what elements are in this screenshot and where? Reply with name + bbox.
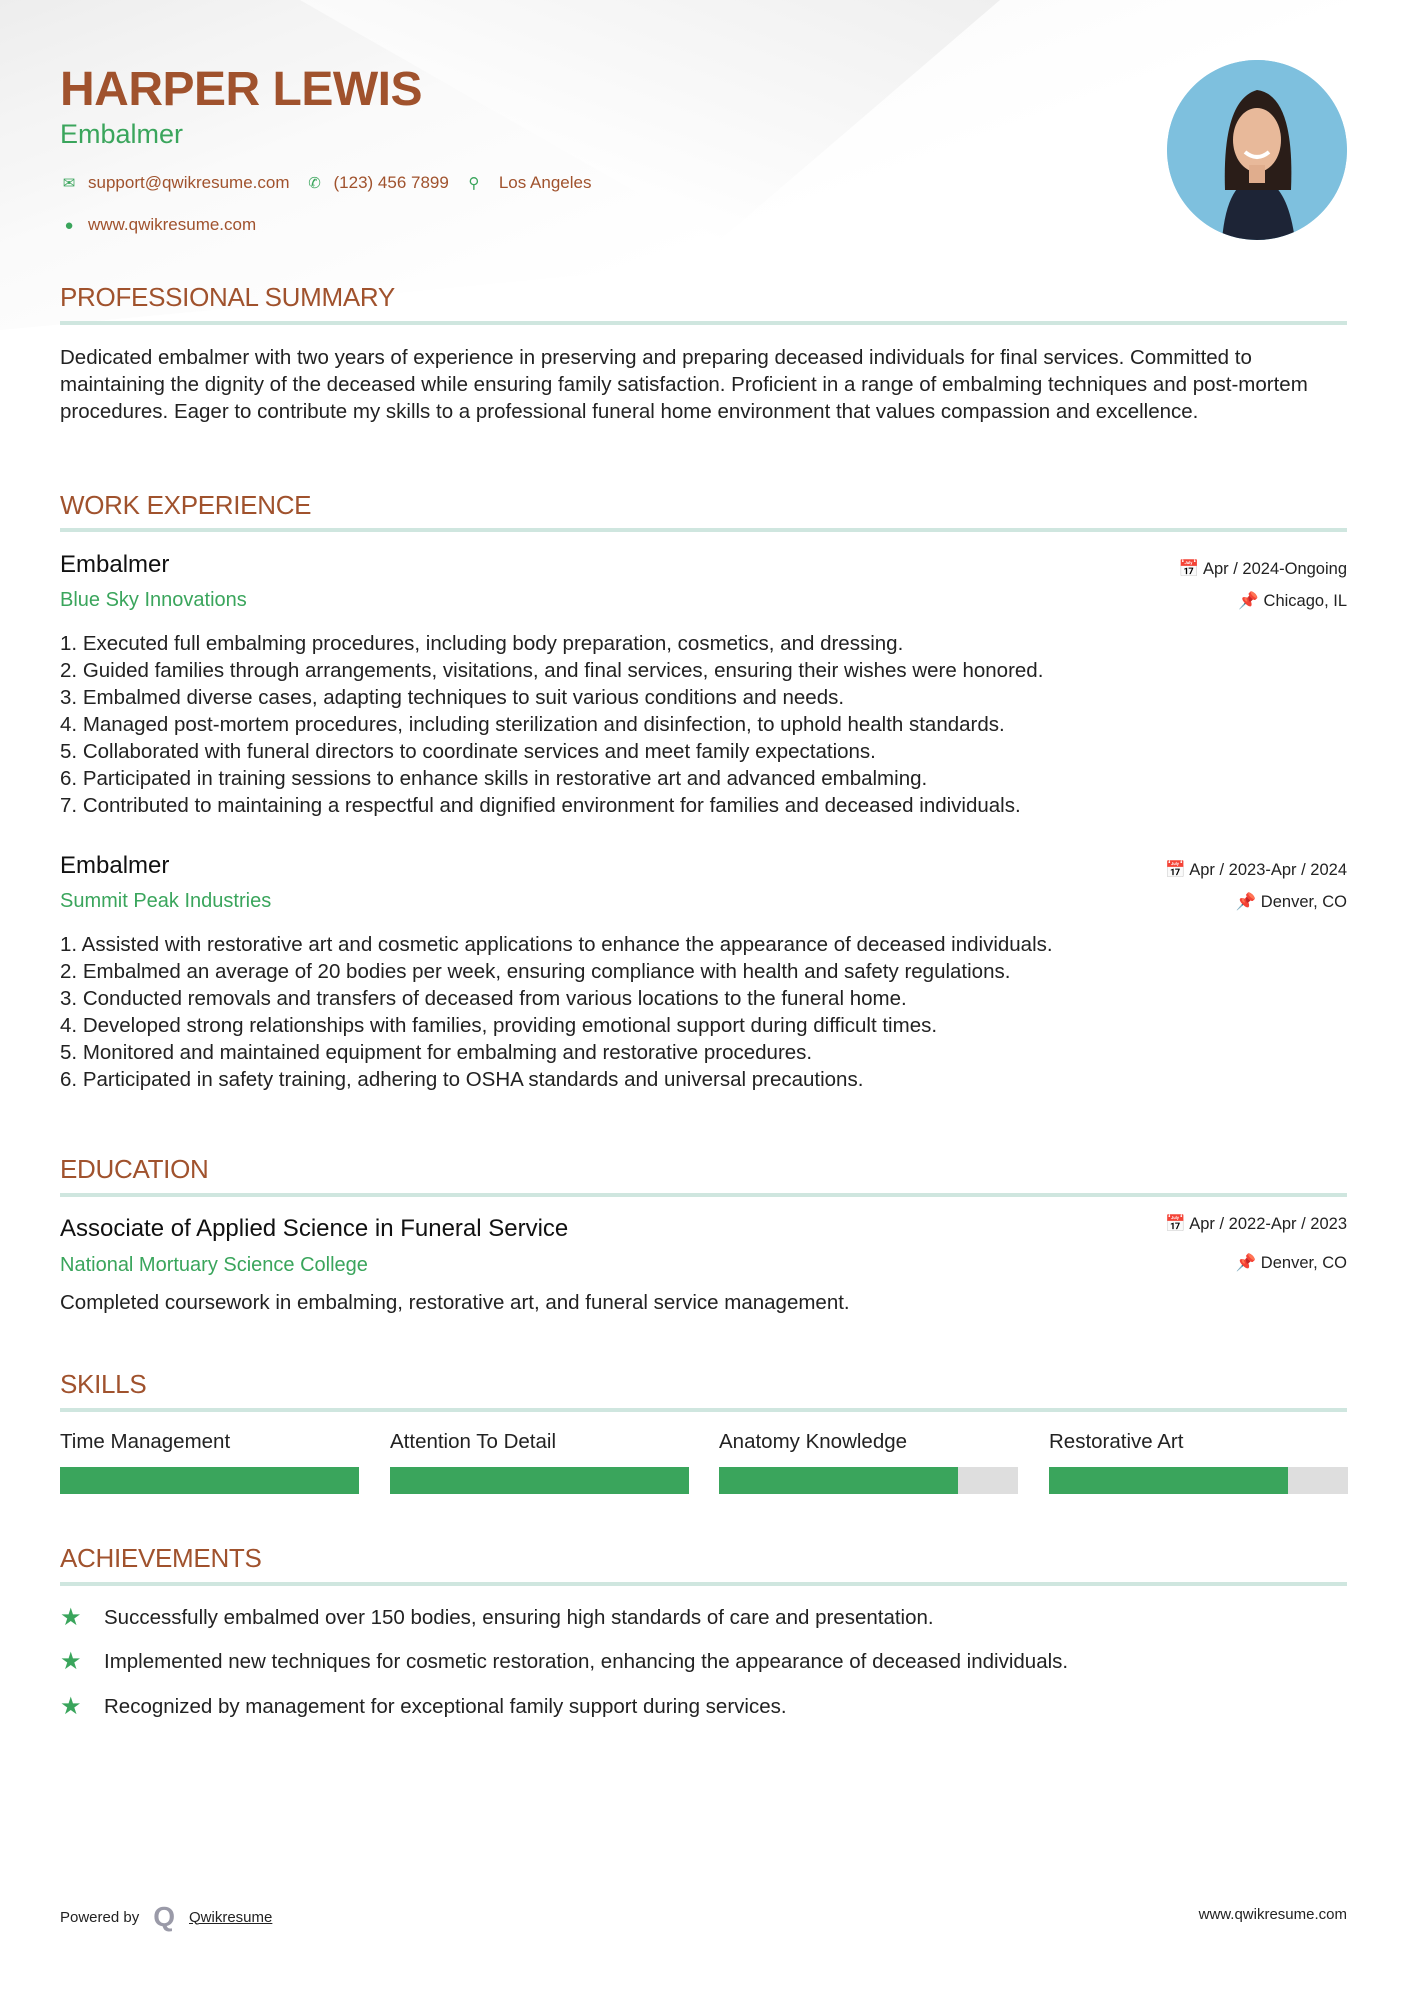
list-item: Embalmed diverse cases, adapting techniques to suit various conditions and needs. [82, 686, 845, 709]
section-heading-summary: PROFESSIONAL SUMMARY [60, 282, 395, 312]
calendar-icon: 📅 [1165, 861, 1190, 879]
date-text: Apr / 2024-Ongoing [1202, 560, 1347, 578]
section-heading-work: WORK EXPERIENCE [60, 490, 312, 520]
skill-label: Attention To Detail [390, 1430, 557, 1453]
achievement-item [60, 1692, 787, 1721]
star-icon: ★ [60, 1648, 82, 1675]
education-location [1236, 1254, 1347, 1273]
list-item: Collaborated with funeral directors to coordinate services and meet family expectations. [82, 740, 876, 763]
divider [60, 1193, 1347, 1197]
list-item: Participated in safety training, adhering to OSHA standards and universal precautions. [82, 1068, 864, 1091]
job-location [1236, 893, 1347, 912]
degree: Associate of Applied Science in Funeral Service [60, 1215, 569, 1242]
qwikresume-logo-icon: Q [153, 1901, 175, 1932]
list-item: Contributed to maintaining a respectful and dignified environment for families and deceased individuals. [82, 794, 1021, 817]
candidate-name: HARPER LEWIS [60, 63, 423, 116]
job-location [1238, 592, 1347, 611]
skill-bar-fill [1049, 1467, 1288, 1494]
skill-bar-fill [719, 1467, 958, 1494]
achievement-item [60, 1603, 934, 1632]
summary-text: Dedicated embalmer with two years of experience in preserving and preparing deceased individuals for final services. Committed to maintaining the dignity of the deceased while ensuring family satisfaction. Proficient in a range of embalming techniques and post-mortem procedures. Eager to contribute my skills to a professional funeral home environment that values compassion and excellence. [60, 346, 1308, 423]
list-item: Assisted with restorative art and cosmetic applications to enhance the appearance of deceased individuals. [81, 933, 1053, 956]
job-duties [60, 630, 1360, 819]
website-row [60, 215, 256, 235]
candidate-title: Embalmer [60, 119, 184, 149]
globe-icon: ● [64, 216, 74, 234]
achievement-text: Recognized by management for exceptional family support during services. [104, 1694, 787, 1718]
skill-bar [390, 1467, 689, 1494]
list-item: Guided families through arrangements, visitations, and final services, ensuring their wishes were honored. [82, 659, 1044, 682]
skill-bar [60, 1467, 359, 1494]
location: Los Angeles [498, 173, 592, 192]
list-item: Developed strong relationships with families, providing emotional support during difficult times. [82, 1014, 938, 1037]
star-icon: ★ [60, 1604, 82, 1631]
location-text: Denver, CO [1260, 1254, 1347, 1272]
divider [60, 1408, 1347, 1412]
brand-link[interactable]: Qwikresume [189, 1908, 273, 1926]
location-text: Denver, CO [1260, 893, 1347, 911]
email-icon: ✉ [62, 175, 76, 192]
job-date [1179, 560, 1347, 579]
skill-bar-fill [60, 1467, 359, 1494]
job-title: Embalmer [60, 852, 170, 879]
star-icon: ★ [60, 1693, 82, 1720]
education-date [1165, 1215, 1347, 1234]
list-item: Executed full embalming procedures, including body preparation, cosmetics, and dressing. [82, 632, 904, 655]
section-heading-skills: SKILLS [60, 1369, 147, 1399]
pin-icon: 📌 [1235, 1254, 1261, 1272]
location-text: Chicago, IL [1263, 592, 1347, 610]
skill [1049, 1430, 1348, 1494]
calendar-icon: 📅 [1165, 1215, 1190, 1233]
contact-row [60, 173, 591, 193]
job-duties [60, 931, 1360, 1093]
footer-powered [60, 1901, 272, 1933]
skill [719, 1430, 1018, 1494]
date-text: Apr / 2023-Apr / 2024 [1189, 861, 1347, 879]
job-company: Blue Sky Innovations [60, 589, 247, 611]
powered-by-label: Powered by [60, 1908, 140, 1926]
pin-icon: 📌 [1238, 592, 1264, 610]
skill-label: Restorative Art [1049, 1430, 1184, 1453]
achievement-text: Implemented new techniques for cosmetic restoration, enhancing the appearance of deceased individuals. [104, 1649, 1069, 1673]
school: National Mortuary Science College [60, 1254, 368, 1276]
location-pin-icon: ⚲ [468, 175, 480, 192]
list-item: Managed post-mortem procedures, including sterilization and disinfection, to uphold health standards. [82, 713, 1005, 736]
achievement-item [60, 1647, 1068, 1676]
email[interactable]: support@qwikresume.com [88, 173, 290, 192]
skill-bar [719, 1467, 1018, 1494]
website[interactable]: www.qwikresume.com [88, 215, 257, 234]
education-description: Completed coursework in embalming, restorative art, and funeral service management. [60, 1291, 850, 1314]
skill-bar [1049, 1467, 1348, 1494]
divider [60, 1582, 1347, 1586]
list-item: Conducted removals and transfers of deceased from various locations to the funeral home. [82, 987, 907, 1010]
phone: (123) 456 7899 [333, 173, 449, 192]
skill-label: Time Management [60, 1430, 231, 1453]
calendar-icon: 📅 [1178, 560, 1203, 578]
list-item: Participated in training sessions to enhance skills in restorative art and advanced embalming. [82, 767, 928, 790]
job-title: Embalmer [60, 551, 170, 578]
skill-bar-fill [390, 1467, 689, 1494]
section-heading-achievements: ACHIEVEMENTS [60, 1543, 262, 1573]
footer-website[interactable]: www.qwikresume.com [1198, 1906, 1347, 1923]
date-text: Apr / 2022-Apr / 2023 [1189, 1215, 1347, 1233]
divider [60, 528, 1347, 532]
list-item: Embalmed an average of 20 bodies per week, ensuring compliance with health and safety regulations. [82, 960, 1011, 983]
skill [60, 1430, 359, 1494]
phone-icon: ✆ [308, 175, 321, 192]
list-item: Monitored and maintained equipment for embalming and restorative procedures. [82, 1041, 813, 1064]
job-date [1165, 861, 1347, 880]
profile-photo [1167, 60, 1347, 240]
section-heading-education: EDUCATION [60, 1154, 209, 1184]
skill-label: Anatomy Knowledge [719, 1430, 908, 1453]
skill [390, 1430, 689, 1494]
job-company: Summit Peak Industries [60, 890, 272, 912]
pin-icon: 📌 [1235, 893, 1261, 911]
achievement-text: Successfully embalmed over 150 bodies, ensuring high standards of care and presentation. [104, 1605, 934, 1629]
divider [60, 321, 1347, 325]
